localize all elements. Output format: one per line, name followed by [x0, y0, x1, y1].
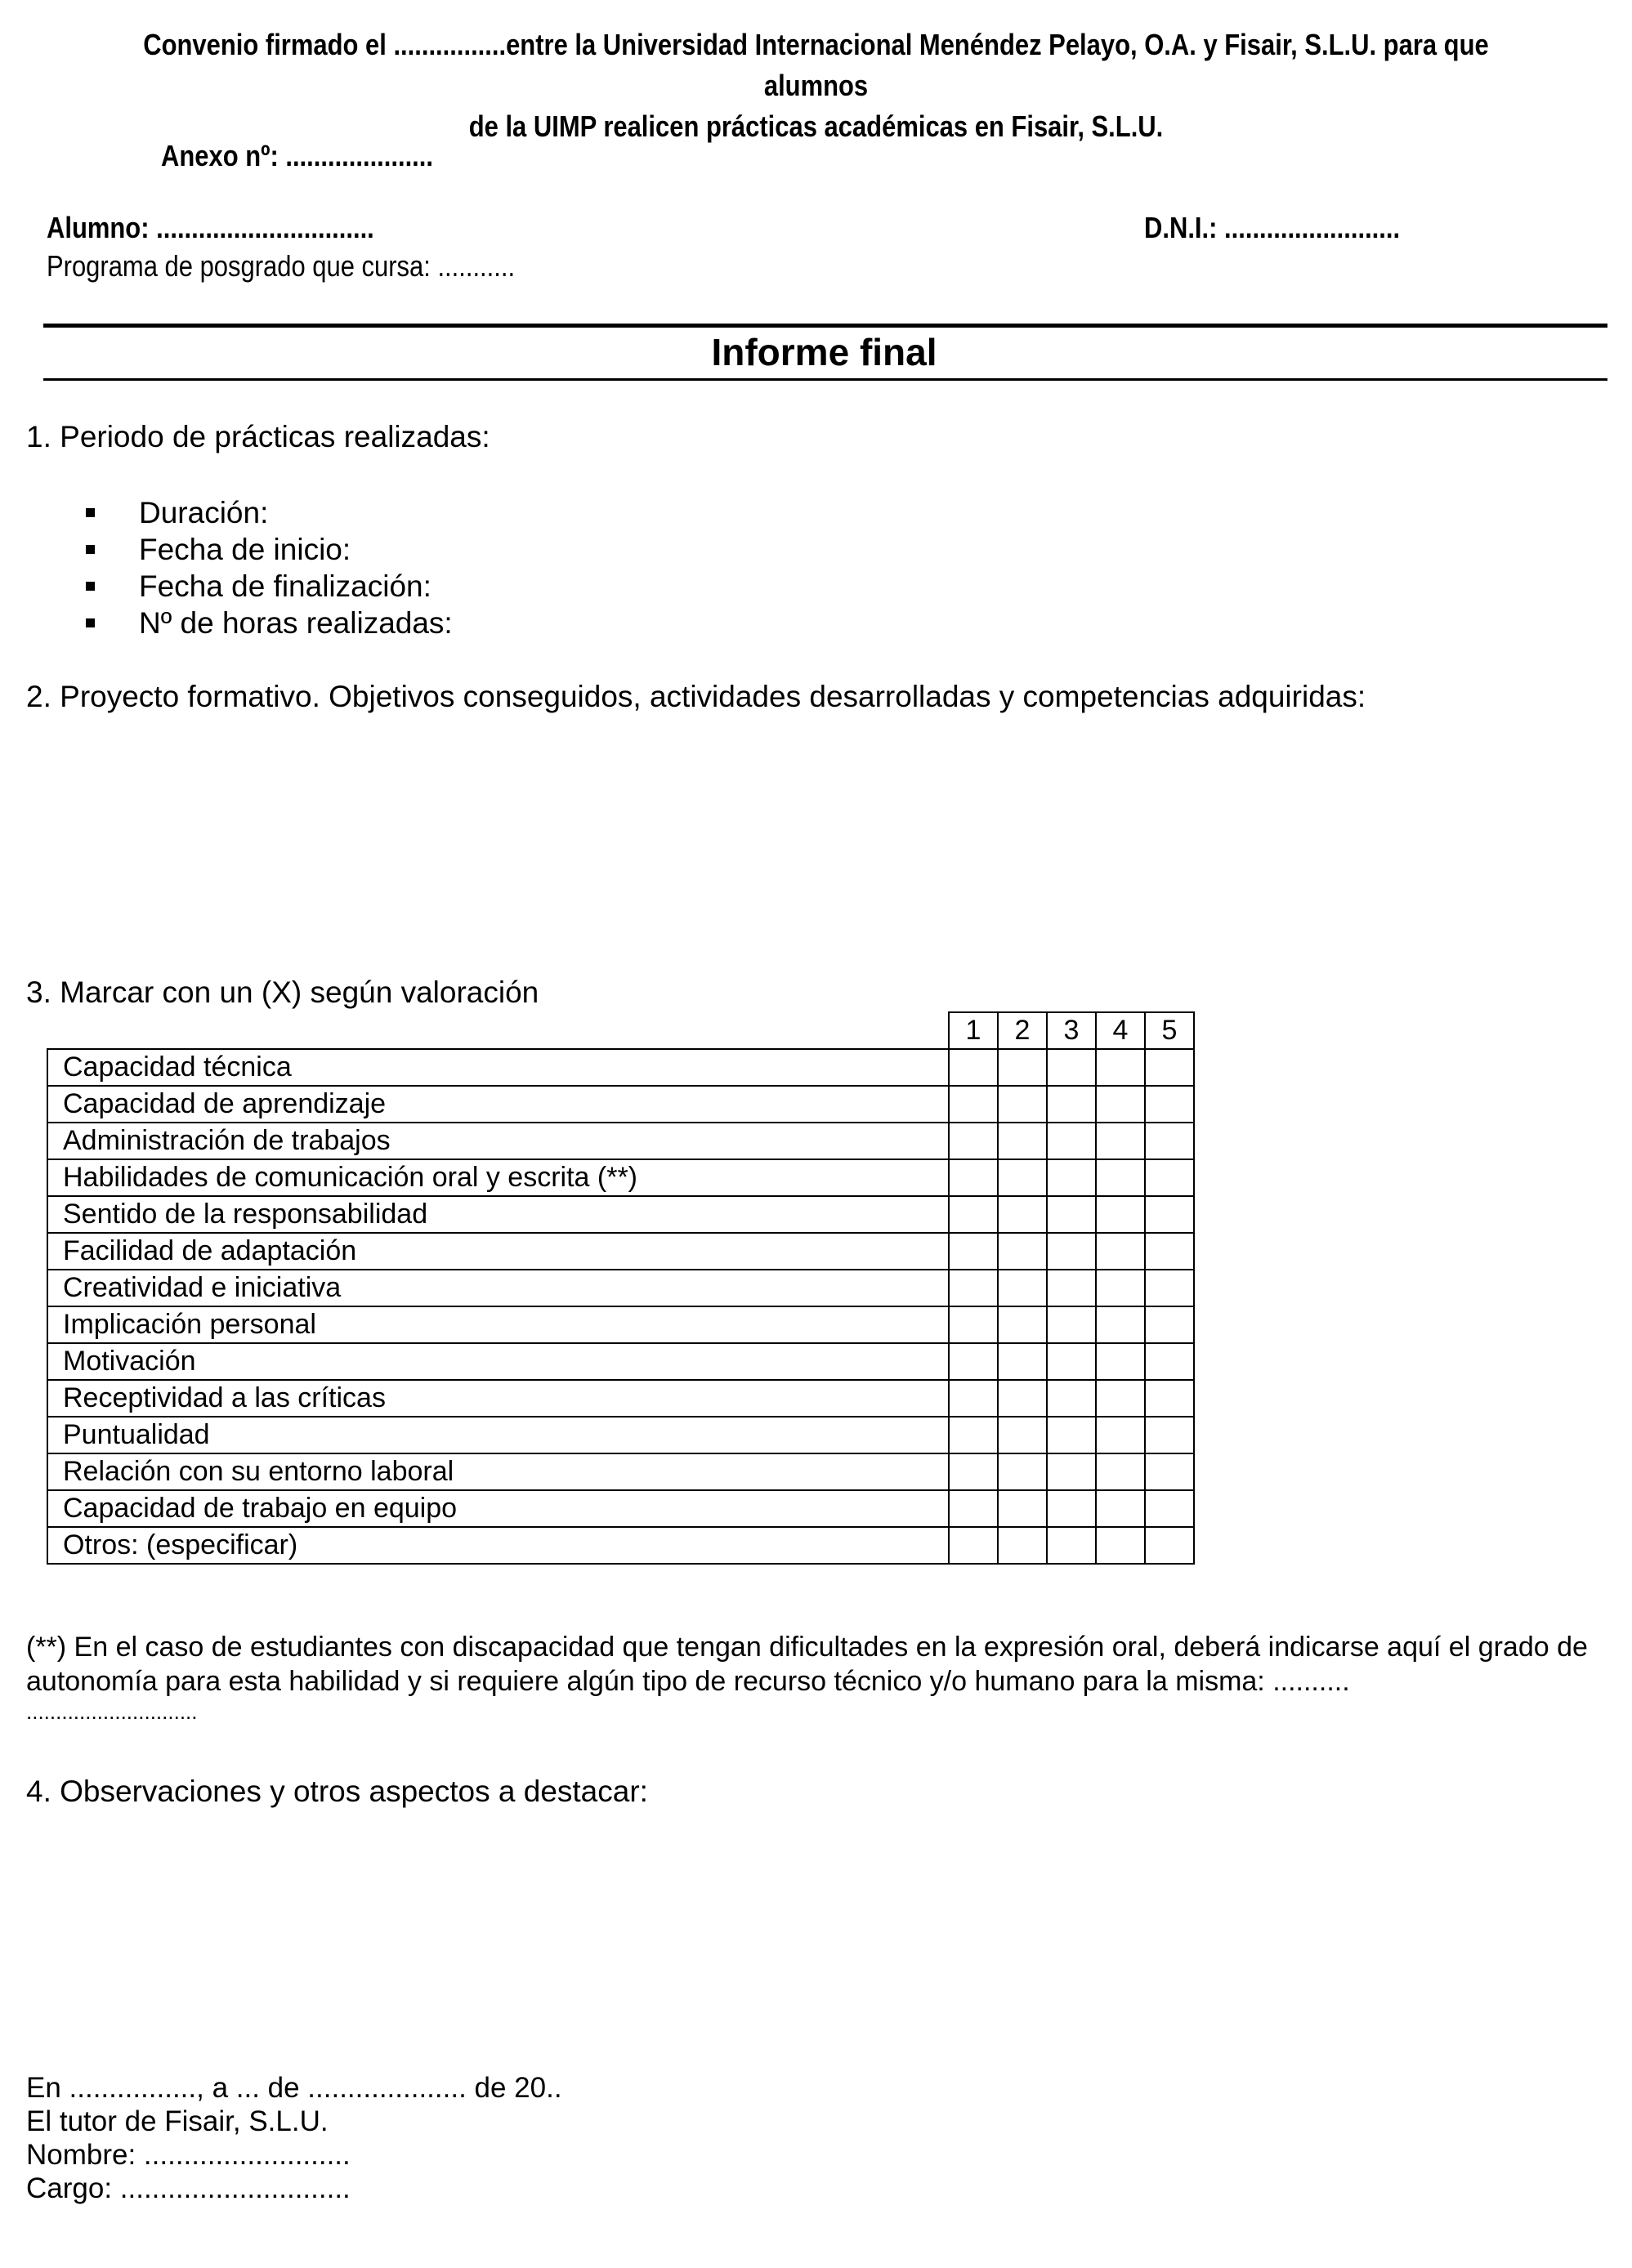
rating-cell-1[interactable] — [949, 1453, 998, 1490]
scale-header-4: 4 — [1096, 1012, 1145, 1049]
table-row — [47, 1159, 1194, 1196]
rating-cell-5[interactable] — [1145, 1490, 1194, 1527]
table-row — [47, 1049, 1194, 1086]
rating-cell-3[interactable] — [1047, 1270, 1096, 1306]
rating-cell-3[interactable] — [1047, 1527, 1096, 1564]
rating-cell-2[interactable] — [998, 1123, 1047, 1159]
rating-cell-3[interactable] — [1047, 1086, 1096, 1123]
rating-cell-1[interactable] — [949, 1527, 998, 1564]
rating-cell-2[interactable] — [998, 1490, 1047, 1527]
list-item — [82, 531, 453, 568]
list-item-label: Fecha de finalización: — [139, 569, 431, 603]
list-item-label: Nº de horas realizadas: — [139, 606, 453, 640]
place-date-line: En ................, a ... de .................... de 20.. — [26, 2072, 562, 2104]
dni-field: D.N.I.: ......................... — [1144, 211, 1401, 244]
criterion-label: Habilidades de comunicación oral y escrita (**) — [47, 1159, 949, 1196]
table-row — [47, 1380, 1194, 1417]
rating-cell-2[interactable] — [998, 1270, 1047, 1306]
rating-cell-2[interactable] — [998, 1086, 1047, 1123]
list-item-label: Fecha de inicio: — [139, 533, 351, 566]
rating-header-row — [47, 1012, 1194, 1049]
rating-cell-3[interactable] — [1047, 1453, 1096, 1490]
rating-cell-2[interactable] — [998, 1159, 1047, 1196]
rating-cell-3[interactable] — [1047, 1049, 1096, 1086]
table-row — [47, 1123, 1194, 1159]
rating-cell-2[interactable] — [998, 1453, 1047, 1490]
criterion-label: Relación con su entorno laboral — [47, 1453, 949, 1490]
tutor-line: El tutor de Fisair, S.L.U. — [26, 2105, 329, 2137]
rating-cell-5[interactable] — [1145, 1417, 1194, 1453]
rating-cell-5[interactable] — [1145, 1123, 1194, 1159]
rating-cell-3[interactable] — [1047, 1306, 1096, 1343]
agreement-header-line2: de la UIMP realicen prácticas académicas en Fisair, S.L.U. — [468, 109, 1164, 143]
rating-cell-4[interactable] — [1096, 1196, 1145, 1233]
rating-cell-5[interactable] — [1145, 1233, 1194, 1270]
rating-cell-3[interactable] — [1047, 1380, 1096, 1417]
rating-cell-5[interactable] — [1145, 1527, 1194, 1564]
period-list — [82, 494, 453, 641]
program-field: Programa de posgrado que cursa: ........... — [47, 249, 516, 283]
rating-cell-2[interactable] — [998, 1196, 1047, 1233]
criterion-label: Puntualidad — [47, 1417, 949, 1453]
footnote-line1: (**) En el caso de estudiantes con discapacidad que tengan dificultades en la expresión oral, deberá indicarse aquí el grado de — [26, 1632, 1588, 1663]
bottom-divider — [43, 378, 1607, 381]
criterion-label: Implicación personal — [47, 1306, 949, 1343]
rating-cell-4[interactable] — [1096, 1306, 1145, 1343]
criterion-label: Capacidad técnica — [47, 1049, 949, 1086]
top-divider — [43, 324, 1607, 328]
rating-cell-4[interactable] — [1096, 1453, 1145, 1490]
criterion-label: Capacidad de aprendizaje — [47, 1086, 949, 1123]
table-row — [47, 1453, 1194, 1490]
table-row — [47, 1490, 1194, 1527]
table-row — [47, 1527, 1194, 1564]
table-row — [47, 1417, 1194, 1453]
rating-cell-5[interactable] — [1145, 1380, 1194, 1417]
criterion-label: Creatividad e iniciativa — [47, 1270, 949, 1306]
rating-table — [47, 1011, 1195, 1565]
section-3-title: 3. Marcar con un (X) según valoración — [26, 976, 539, 1009]
rating-cell-1[interactable] — [949, 1196, 998, 1233]
criterion-label: Sentido de la responsabilidad — [47, 1196, 949, 1233]
table-row — [47, 1270, 1194, 1306]
rating-cell-3[interactable] — [1047, 1343, 1096, 1380]
criterion-label: Receptividad a las críticas — [47, 1380, 949, 1417]
table-row — [47, 1086, 1194, 1123]
rating-cell-5[interactable] — [1145, 1453, 1194, 1490]
signature-block — [26, 2071, 562, 2205]
rating-cell-4[interactable] — [1096, 1049, 1145, 1086]
rating-cell-3[interactable] — [1047, 1159, 1096, 1196]
rating-cell-2[interactable] — [998, 1049, 1047, 1086]
bullet-square-icon — [86, 508, 95, 517]
anexo-field: Anexo nº: ..................... — [161, 139, 433, 172]
rating-cell-3[interactable] — [1047, 1417, 1096, 1453]
header-blank-cell — [47, 1012, 949, 1049]
rating-cell-4[interactable] — [1096, 1490, 1145, 1527]
rating-cell-4[interactable] — [1096, 1086, 1145, 1123]
rating-cell-4[interactable] — [1096, 1380, 1145, 1417]
rating-cell-1[interactable] — [949, 1123, 998, 1159]
rating-cell-1[interactable] — [949, 1270, 998, 1306]
rating-cell-3[interactable] — [1047, 1123, 1096, 1159]
rating-cell-1[interactable] — [949, 1049, 998, 1086]
criterion-label: Capacidad de trabajo en equipo — [47, 1490, 949, 1527]
section-1-title: 1. Periodo de prácticas realizadas: — [26, 420, 490, 453]
scale-header-5: 5 — [1145, 1012, 1194, 1049]
rating-cell-2[interactable] — [998, 1343, 1047, 1380]
footnote-line2: autonomía para esta habilidad y si requiere algún tipo de recurso técnico y/o humano para la misma: .......... — [26, 1666, 1350, 1697]
rating-cell-5[interactable] — [1145, 1159, 1194, 1196]
rating-cell-1[interactable] — [949, 1159, 998, 1196]
rating-cell-5[interactable] — [1145, 1343, 1194, 1380]
rating-cell-1[interactable] — [949, 1380, 998, 1417]
rating-cell-4[interactable] — [1096, 1343, 1145, 1380]
rating-cell-4[interactable] — [1096, 1123, 1145, 1159]
rating-cell-1[interactable] — [949, 1306, 998, 1343]
rating-cell-1[interactable] — [949, 1086, 998, 1123]
table-row — [47, 1306, 1194, 1343]
rating-cell-4[interactable] — [1096, 1159, 1145, 1196]
agreement-header-line1: Convenio firmado el ................entre la Universidad Internacional Menéndez Pelayo, O.A. y Fisair, S.L.U. para que alumnos — [143, 28, 1489, 102]
scale-header-3: 3 — [1047, 1012, 1096, 1049]
student-field: Alumno: ............................... — [47, 211, 374, 244]
rating-cell-5[interactable] — [1145, 1196, 1194, 1233]
criterion-label: Otros: (especificar) — [47, 1527, 949, 1564]
rating-cell-4[interactable] — [1096, 1527, 1145, 1564]
bullet-square-icon — [86, 618, 95, 627]
scale-header-1: 1 — [949, 1012, 998, 1049]
rating-cell-4[interactable] — [1096, 1417, 1145, 1453]
footnote-blank-line: ............................. — [26, 1699, 198, 1724]
agreement-header — [114, 25, 1518, 147]
rating-cell-2[interactable] — [998, 1306, 1047, 1343]
rating-cell-4[interactable] — [1096, 1233, 1145, 1270]
rating-cell-2[interactable] — [998, 1380, 1047, 1417]
section-2-title: 2. Proyecto formativo. Objetivos conseguidos, actividades desarrolladas y competencias adquiridas: — [26, 680, 1366, 713]
rating-cell-1[interactable] — [949, 1417, 998, 1453]
table-row — [47, 1233, 1194, 1270]
rating-cell-5[interactable] — [1145, 1270, 1194, 1306]
table-row — [47, 1343, 1194, 1380]
bullet-square-icon — [86, 582, 95, 591]
rating-cell-5[interactable] — [1145, 1086, 1194, 1123]
rating-cell-5[interactable] — [1145, 1049, 1194, 1086]
criterion-label: Motivación — [47, 1343, 949, 1380]
rating-cell-2[interactable] — [998, 1417, 1047, 1453]
footnote — [26, 1630, 1620, 1699]
list-item — [82, 605, 453, 641]
rating-cell-3[interactable] — [1047, 1233, 1096, 1270]
list-item — [82, 494, 453, 531]
section-4-title: 4. Observaciones y otros aspectos a destacar: — [26, 1775, 648, 1808]
rating-cell-3[interactable] — [1047, 1196, 1096, 1233]
criterion-label: Administración de trabajos — [47, 1123, 949, 1159]
table-row — [47, 1196, 1194, 1233]
document-title: Informe final — [711, 331, 937, 373]
rating-cell-1[interactable] — [949, 1490, 998, 1527]
tutor-position-line: Cargo: ............................. — [26, 2172, 351, 2204]
rating-cell-5[interactable] — [1145, 1306, 1194, 1343]
scale-header-2: 2 — [998, 1012, 1047, 1049]
rating-cell-1[interactable] — [949, 1343, 998, 1380]
rating-cell-2[interactable] — [998, 1233, 1047, 1270]
rating-cell-1[interactable] — [949, 1233, 998, 1270]
rating-cell-4[interactable] — [1096, 1270, 1145, 1306]
list-item-label: Duración: — [139, 496, 269, 529]
criterion-label: Facilidad de adaptación — [47, 1233, 949, 1270]
rating-cell-2[interactable] — [998, 1527, 1047, 1564]
list-item — [82, 568, 453, 605]
rating-cell-3[interactable] — [1047, 1490, 1096, 1527]
bullet-square-icon — [86, 545, 95, 554]
tutor-name-line: Nombre: .......................... — [26, 2139, 351, 2171]
